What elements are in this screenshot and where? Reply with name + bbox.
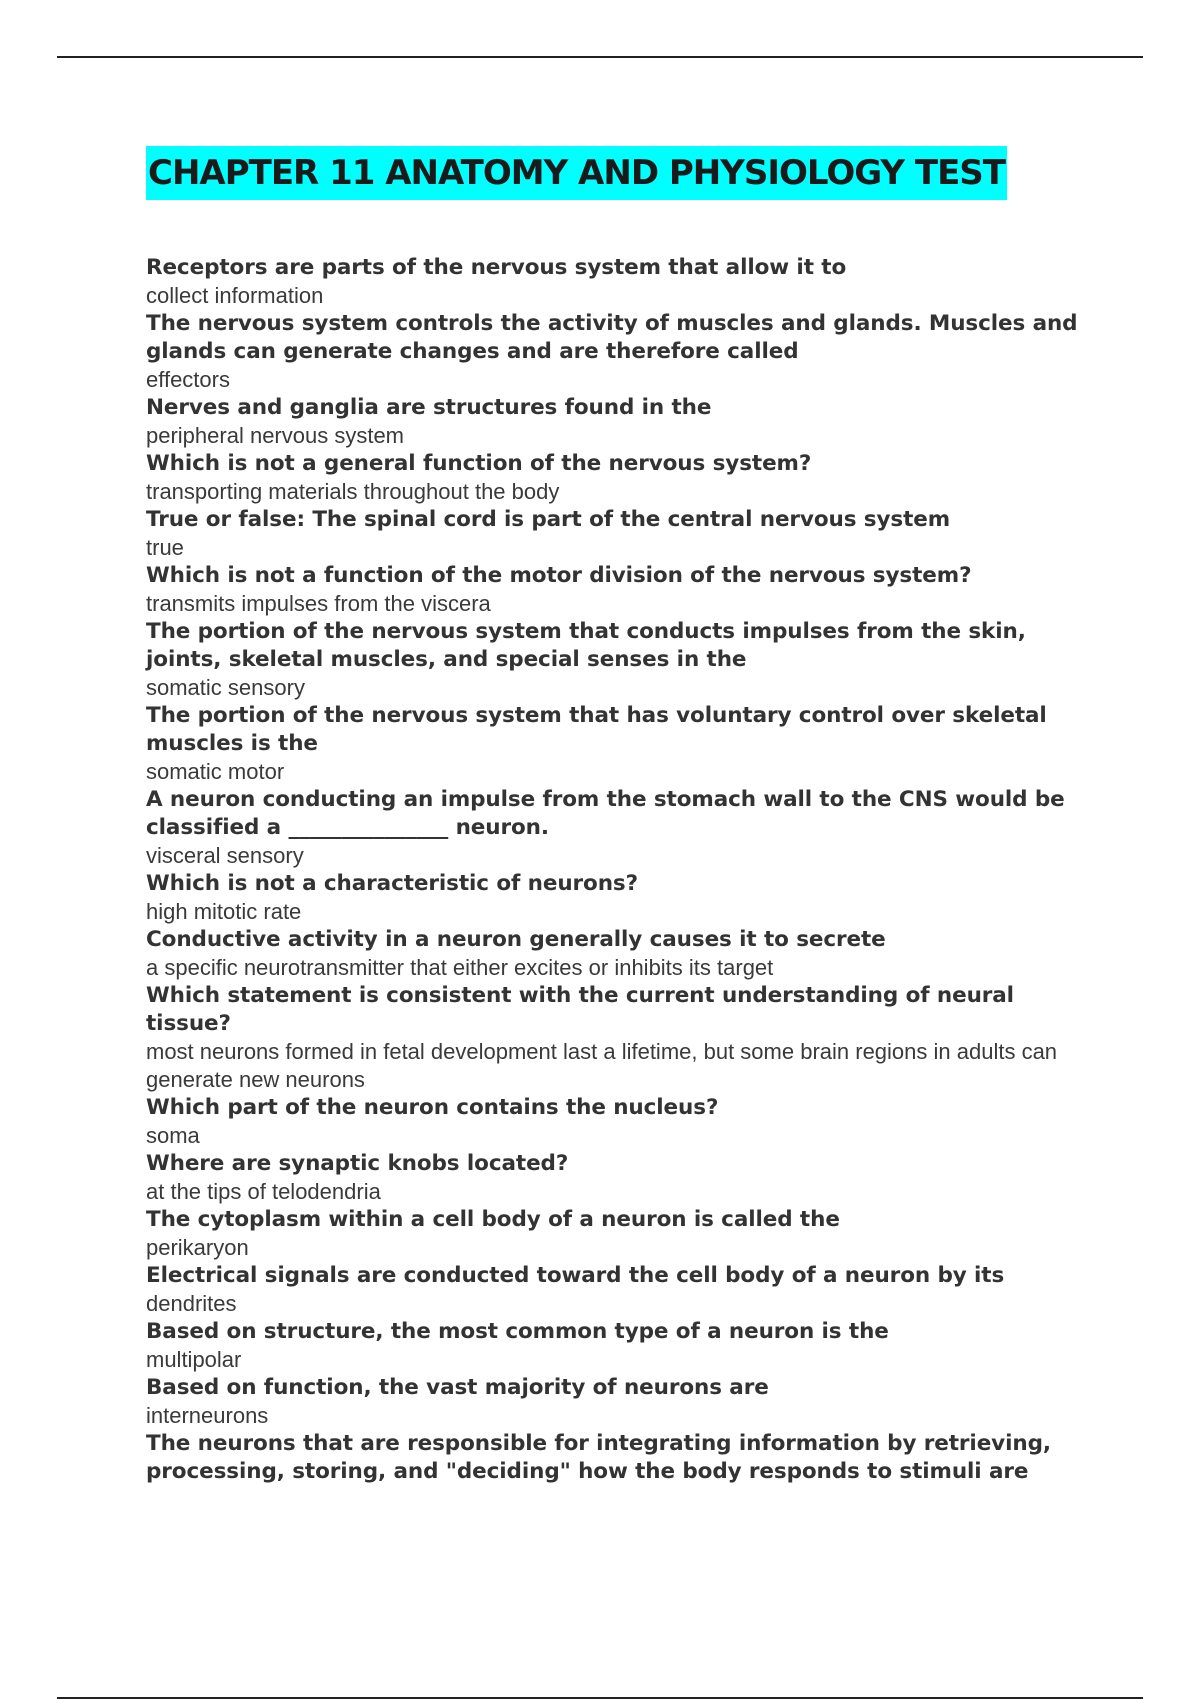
- answer-text: transmits impulses from the viscera: [146, 591, 491, 616]
- qa-item: [146, 702, 1086, 786]
- question-text: Conductive activity in a neuron generally causes it to secrete: [146, 927, 886, 952]
- qa-item: [146, 562, 1086, 618]
- qa-item: [146, 982, 1086, 1094]
- question-text: Which is not a general function of the nervous system?: [146, 451, 812, 476]
- qa-item: [146, 870, 1086, 926]
- page-title: CHAPTER 11 ANATOMY AND PHYSIOLOGY TEST: [146, 146, 1007, 200]
- question-text: The portion of the nervous system that has voluntary control over skeletal muscles is the: [146, 703, 1047, 756]
- qa-item: [146, 1374, 1086, 1430]
- question-text: Based on function, the vast majority of neurons are: [146, 1375, 769, 1400]
- answer-text: peripheral nervous system: [146, 423, 405, 448]
- question-text: Electrical signals are conducted toward the cell body of a neuron by its: [146, 1263, 1005, 1288]
- qa-item: [146, 1094, 1086, 1150]
- question-text: The neurons that are responsible for integrating information by retrieving, processing, storing, and "deciding" how the body responds to stimuli are: [146, 1431, 1051, 1484]
- question-text: Receptors are parts of the nervous system that allow it to: [146, 255, 847, 280]
- answer-text: at the tips of telodendria: [146, 1179, 381, 1204]
- qa-item: [146, 1430, 1086, 1486]
- qa-item: [146, 1262, 1086, 1318]
- qa-item: [146, 1150, 1086, 1206]
- answer-text: interneurons: [146, 1403, 269, 1428]
- question-text: Which is not a function of the motor division of the nervous system?: [146, 563, 972, 588]
- qa-item: [146, 618, 1086, 702]
- answer-text: soma: [146, 1123, 200, 1148]
- answer-text: somatic sensory: [146, 675, 305, 700]
- question-text: The cytoplasm within a cell body of a neuron is called the: [146, 1207, 840, 1232]
- question-text: A neuron conducting an impulse from the stomach wall to the CNS would be classified a _______________ neuron.: [146, 787, 1065, 840]
- header-rule: [57, 56, 1143, 58]
- qa-item: [146, 310, 1086, 394]
- qa-list: [146, 254, 1086, 1486]
- answer-text: dendrites: [146, 1291, 237, 1316]
- qa-item: [146, 394, 1086, 450]
- qa-item: [146, 254, 1086, 310]
- answer-text: collect information: [146, 283, 324, 308]
- answer-text: perikaryon: [146, 1235, 249, 1260]
- qa-item: [146, 506, 1086, 562]
- answer-text: a specific neurotransmitter that either excites or inhibits its target: [146, 955, 774, 980]
- question-text: True or false: The spinal cord is part of the central nervous system: [146, 507, 951, 532]
- question-text: Which part of the neuron contains the nucleus?: [146, 1095, 719, 1120]
- qa-item: [146, 1318, 1086, 1374]
- question-text: Based on structure, the most common type of a neuron is the: [146, 1319, 889, 1344]
- answer-text: true: [146, 535, 184, 560]
- qa-item: [146, 926, 1086, 982]
- question-text: The portion of the nervous system that conducts impulses from the skin, joints, skeletal muscles, and special senses in the: [146, 619, 1026, 672]
- question-text: Which statement is consistent with the current understanding of neural tissue?: [146, 983, 1014, 1036]
- answer-text: somatic motor: [146, 759, 285, 784]
- question-text: Nerves and ganglia are structures found in the: [146, 395, 712, 420]
- answer-text: effectors: [146, 367, 230, 392]
- qa-item: [146, 1206, 1086, 1262]
- qa-item: [146, 450, 1086, 506]
- footer-rule: [57, 1697, 1143, 1699]
- question-text: The nervous system controls the activity of muscles and glands. Muscles and glands can generate changes and are therefore called: [146, 311, 1078, 364]
- title-block: [146, 146, 1007, 200]
- qa-item: [146, 786, 1086, 870]
- answer-text: most neurons formed in fetal development last a lifetime, but some brain regions in adults can generate new neurons: [146, 1039, 1058, 1092]
- answer-text: visceral sensory: [146, 843, 304, 868]
- question-text: Where are synaptic knobs located?: [146, 1151, 569, 1176]
- question-text: Which is not a characteristic of neurons?: [146, 871, 638, 896]
- answer-text: multipolar: [146, 1347, 242, 1372]
- answer-text: transporting materials throughout the body: [146, 479, 560, 504]
- answer-text: high mitotic rate: [146, 899, 302, 924]
